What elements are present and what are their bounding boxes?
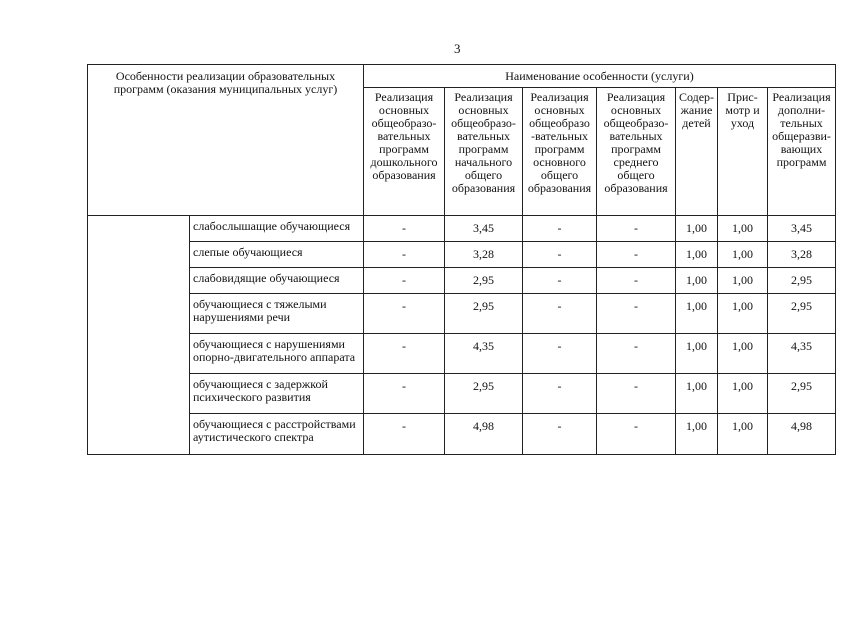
cell-care: 1,00 bbox=[718, 216, 768, 242]
header-service-name: Наименование особенности (услуги) bbox=[364, 65, 836, 88]
cell-additional: 3,28 bbox=[768, 242, 836, 268]
row-label: обучающиеся с расстройствами аутистического спектра bbox=[190, 414, 364, 455]
column-header-preschool: Реализация основных общеобразо-вательных программ дошкольного образования bbox=[364, 88, 445, 216]
row-label: обучающиеся с нарушениями опорно-двигательного аппарата bbox=[190, 334, 364, 374]
page-number: 3 bbox=[454, 41, 461, 56]
cell-additional: 4,35 bbox=[768, 334, 836, 374]
cell-maintenance: 1,00 bbox=[676, 216, 718, 242]
cell-maintenance: 1,00 bbox=[676, 242, 718, 268]
cell-maintenance: 1,00 bbox=[676, 374, 718, 414]
table-row bbox=[88, 242, 836, 268]
header-features: Особенности реализации образовательных программ (оказания муниципальных услуг) bbox=[88, 65, 364, 216]
cell-basic: - bbox=[523, 268, 597, 294]
cell-primary: 4,98 bbox=[445, 414, 523, 455]
cell-secondary: - bbox=[597, 294, 676, 334]
cell-basic: - bbox=[523, 294, 597, 334]
column-header-primary: Реализация основных общеобразо-вательных программ начального общего образования bbox=[445, 88, 523, 216]
cell-preschool: - bbox=[364, 414, 445, 455]
cell-additional: 4,98 bbox=[768, 414, 836, 455]
cell-secondary: - bbox=[597, 374, 676, 414]
cell-care: 1,00 bbox=[718, 294, 768, 334]
cell-preschool: - bbox=[364, 216, 445, 242]
cell-maintenance: 1,00 bbox=[676, 294, 718, 334]
cell-care: 1,00 bbox=[718, 414, 768, 455]
cell-care: 1,00 bbox=[718, 374, 768, 414]
group-cell bbox=[88, 216, 190, 455]
cell-basic: - bbox=[523, 216, 597, 242]
table-row bbox=[88, 268, 836, 294]
cell-maintenance: 1,00 bbox=[676, 414, 718, 455]
cell-primary: 2,95 bbox=[445, 268, 523, 294]
cell-additional: 3,45 bbox=[768, 216, 836, 242]
cell-basic: - bbox=[523, 414, 597, 455]
cell-secondary: - bbox=[597, 414, 676, 455]
table-row bbox=[88, 216, 836, 242]
row-label: обучающиеся с тяжелыми нарушениями речи bbox=[190, 294, 364, 334]
column-header-maintenance: Содер-жание детей bbox=[676, 88, 718, 216]
cell-basic: - bbox=[523, 374, 597, 414]
column-header-care: Прис-мотр и уход bbox=[718, 88, 768, 216]
cell-primary: 2,95 bbox=[445, 374, 523, 414]
cell-primary: 2,95 bbox=[445, 294, 523, 334]
cell-care: 1,00 bbox=[718, 242, 768, 268]
cell-primary: 4,35 bbox=[445, 334, 523, 374]
cell-basic: - bbox=[523, 334, 597, 374]
cell-secondary: - bbox=[597, 334, 676, 374]
cell-additional: 2,95 bbox=[768, 268, 836, 294]
cell-additional: 2,95 bbox=[768, 374, 836, 414]
column-header-secondary: Реализация основных общеобразо-вательных программ среднего общего образования bbox=[597, 88, 676, 216]
row-label: слабослышащие обучающиеся bbox=[190, 216, 364, 242]
cell-secondary: - bbox=[597, 268, 676, 294]
row-label: слабовидящие обучающиеся bbox=[190, 268, 364, 294]
cell-preschool: - bbox=[364, 242, 445, 268]
column-header-additional: Реализация дополни-тельных общеразви-вающих программ bbox=[768, 88, 836, 216]
column-header-basic: Реализация основных общеобразо -вательных программ основного общего образования bbox=[523, 88, 597, 216]
cell-primary: 3,28 bbox=[445, 242, 523, 268]
table-row bbox=[88, 374, 836, 414]
table-row bbox=[88, 294, 836, 334]
table-row bbox=[88, 414, 836, 455]
cell-secondary: - bbox=[597, 216, 676, 242]
cell-care: 1,00 bbox=[718, 334, 768, 374]
cell-preschool: - bbox=[364, 374, 445, 414]
cell-preschool: - bbox=[364, 268, 445, 294]
cell-secondary: - bbox=[597, 242, 676, 268]
cell-preschool: - bbox=[364, 334, 445, 374]
cell-maintenance: 1,00 bbox=[676, 334, 718, 374]
cell-care: 1,00 bbox=[718, 268, 768, 294]
cell-maintenance: 1,00 bbox=[676, 268, 718, 294]
cell-primary: 3,45 bbox=[445, 216, 523, 242]
row-label: обучающиеся с задержкой психического развития bbox=[190, 374, 364, 414]
table-row bbox=[88, 334, 836, 374]
special-services-table bbox=[87, 64, 836, 455]
cell-preschool: - bbox=[364, 294, 445, 334]
row-label: слепые обучающиеся bbox=[190, 242, 364, 268]
cell-basic: - bbox=[523, 242, 597, 268]
cell-additional: 2,95 bbox=[768, 294, 836, 334]
